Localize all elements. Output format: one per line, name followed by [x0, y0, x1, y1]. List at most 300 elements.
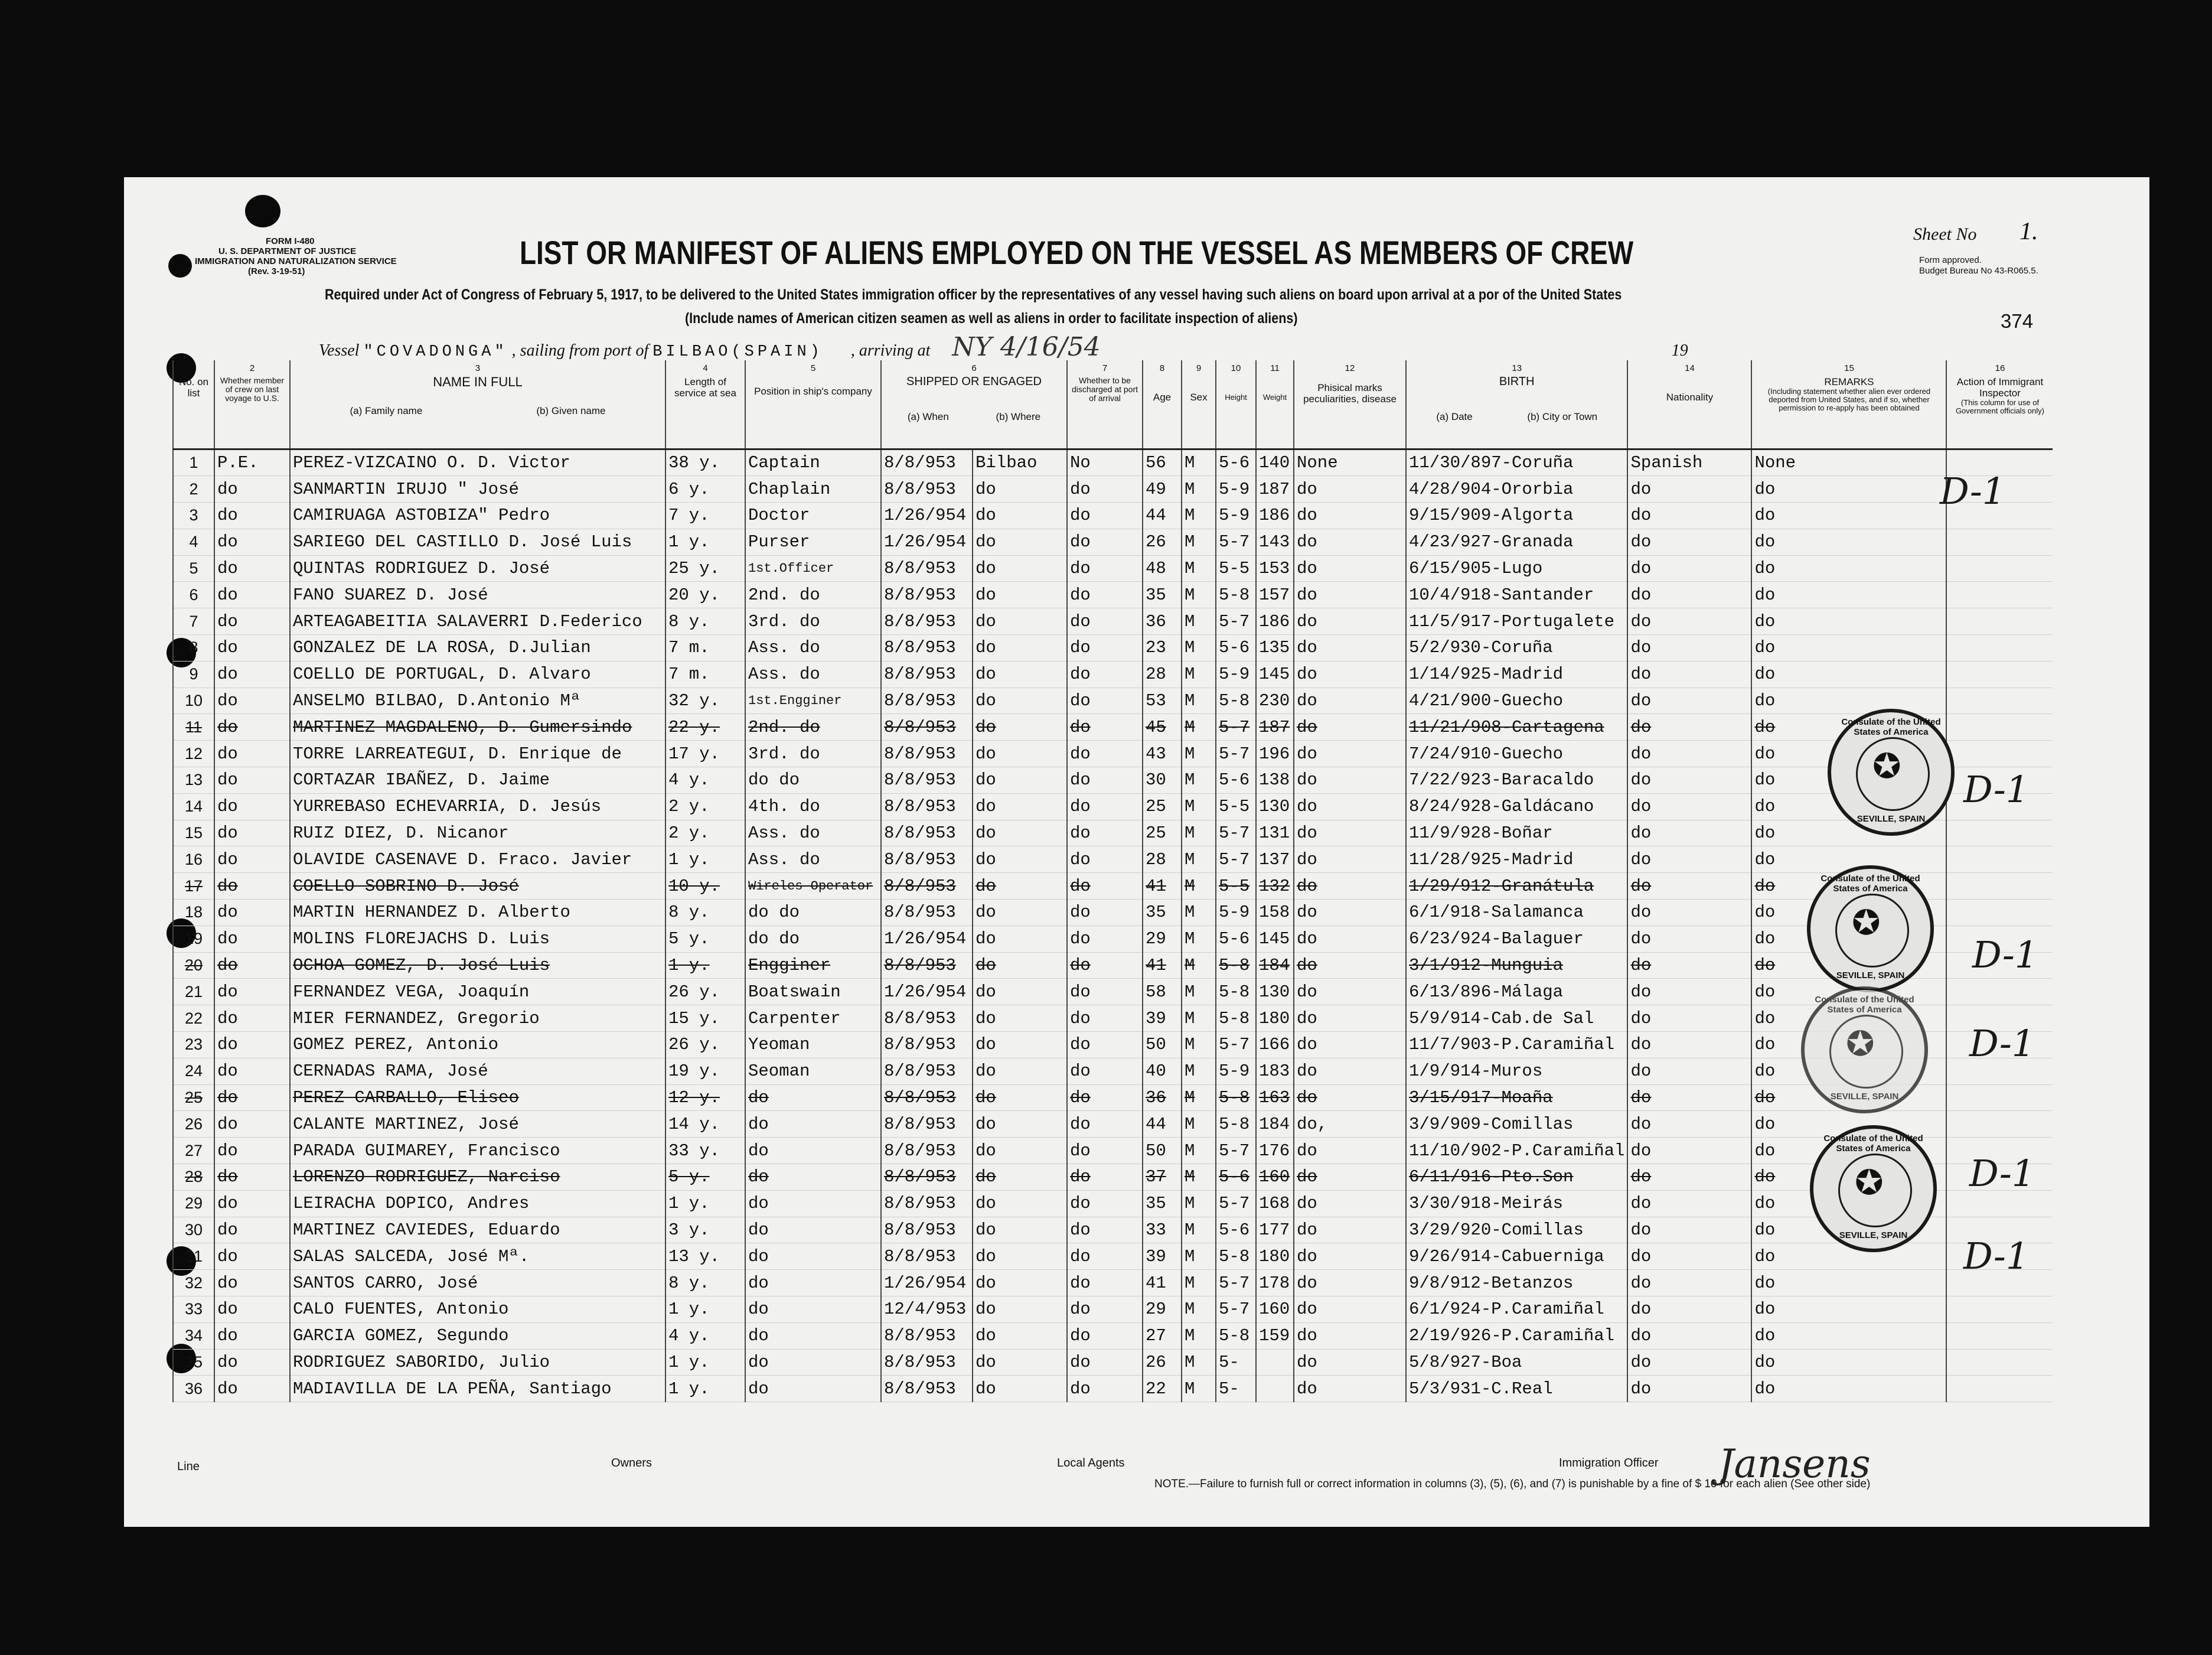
cell-birth: 4/23/927-Granada	[1406, 529, 1627, 555]
cell-height: 5-7	[1216, 846, 1256, 873]
sailing-label: , sailing from port of	[511, 341, 649, 360]
cell-disch: do	[1067, 846, 1143, 873]
cell-where: do	[973, 873, 1067, 900]
cell-weight: 186	[1256, 503, 1294, 529]
cell-age: 35	[1143, 582, 1182, 608]
cell-disch: No	[1067, 449, 1143, 476]
cell-age: 36	[1143, 1084, 1182, 1111]
cell-inspector-action	[1946, 900, 2053, 926]
cell-nat: Spanish	[1627, 449, 1751, 476]
cell-when: 1/26/954	[881, 529, 973, 555]
cell-where: do	[973, 1243, 1067, 1270]
birth-city-subheader: (b) City or Town	[1527, 411, 1598, 422]
cell-sex: M	[1182, 1084, 1216, 1111]
cell-service: 19 y.	[665, 1058, 745, 1084]
cell-remarks: do	[1751, 1190, 1946, 1217]
crew-row	[173, 767, 2053, 794]
cell-age: 30	[1143, 767, 1182, 794]
col-header-discharge: 7 Whether to be discharged at port of arrival	[1067, 360, 1143, 449]
cell-name: SANMARTIN IRUJO " José	[290, 476, 665, 503]
crew-row	[173, 582, 2053, 608]
cell-height: 5-6	[1216, 1217, 1256, 1243]
arriving-label: , arriving at	[850, 341, 931, 360]
cell-marks: do	[1294, 529, 1406, 555]
crew-row	[173, 900, 2053, 926]
cell-birth: 11/7/903-P.Caramiñal	[1406, 1032, 1627, 1058]
cell-remarks: do	[1751, 1005, 1946, 1032]
cell-marks: do	[1294, 688, 1406, 714]
cell-weight: 186	[1256, 608, 1294, 635]
cell-no: 33	[173, 1296, 214, 1323]
cell-remarks: do	[1751, 1217, 1946, 1243]
cell-weight: 166	[1256, 1032, 1294, 1058]
where-subheader: (b) Where	[996, 411, 1041, 422]
cell-weight: 163	[1256, 1084, 1294, 1111]
cell-height: 5-6	[1216, 449, 1256, 476]
cell-name: ARTEAGABEITIA SALAVERRI D.Federico	[290, 608, 665, 635]
cell-sex: M	[1182, 503, 1216, 529]
cell-age: 29	[1143, 926, 1182, 952]
cell-when: 8/8/953	[881, 1032, 973, 1058]
cell-age: 44	[1143, 1111, 1182, 1138]
cell-where: do	[973, 1058, 1067, 1084]
eagle-seal-icon: ✪	[1855, 1164, 1884, 1202]
cell-when: 8/8/953	[881, 952, 973, 979]
cell-weight: 177	[1256, 1217, 1294, 1243]
cell-nat: do	[1627, 1322, 1751, 1349]
cell-no: 27	[173, 1138, 214, 1164]
cell-remarks: do	[1751, 1164, 1946, 1191]
cell-when: 12/4/953	[881, 1296, 973, 1323]
cell-birth: 6/13/896-Málaga	[1406, 979, 1627, 1005]
consulate-stamp	[1810, 1125, 1937, 1252]
cell-when: 8/8/953	[881, 900, 973, 926]
cell-service: 12 y.	[665, 1084, 745, 1111]
col-header-height: 10 Height	[1216, 360, 1256, 449]
cell-marks: do	[1294, 503, 1406, 529]
cell-marks: do	[1294, 1217, 1406, 1243]
cell-height: 5-7	[1216, 529, 1256, 555]
cell-birth: 7/22/923-Baracaldo	[1406, 767, 1627, 794]
cell-service: 15 y.	[665, 1005, 745, 1032]
cell-no: 31	[173, 1243, 214, 1270]
cell-prev: do	[214, 714, 290, 741]
cell-remarks: do	[1751, 900, 1946, 926]
cell-service: 1 y.	[665, 1296, 745, 1323]
cell-service: 1 y.	[665, 529, 745, 555]
cell-where: do	[973, 1164, 1067, 1191]
cell-nat: do	[1627, 1296, 1751, 1323]
cell-birth: 3/30/918-Meirás	[1406, 1190, 1627, 1217]
cell-service: 4 y.	[665, 767, 745, 794]
cell-height: 5-7	[1216, 1270, 1256, 1296]
cell-nat: do	[1627, 1084, 1751, 1111]
crew-row	[173, 979, 2053, 1005]
cell-birth: 9/15/909-Algorta	[1406, 503, 1627, 529]
cell-remarks: do	[1751, 1243, 1946, 1270]
cell-position: do	[745, 1296, 881, 1323]
cell-nat: do	[1627, 1005, 1751, 1032]
cell-sex: M	[1182, 873, 1216, 900]
cell-disch: do	[1067, 1190, 1143, 1217]
cell-nat: do	[1627, 529, 1751, 555]
cell-remarks: do	[1751, 714, 1946, 741]
cell-nat: do	[1627, 820, 1751, 846]
cell-weight: 158	[1256, 900, 1294, 926]
cell-birth: 5/8/927-Boa	[1406, 1349, 1627, 1376]
cell-no: 28	[173, 1164, 214, 1191]
cell-where: do	[973, 529, 1067, 555]
service-name: IMMIGRATION AND NATURALIZATION SERVICE	[195, 256, 397, 266]
vessel-line	[319, 332, 1688, 362]
crew-row	[173, 1111, 2053, 1138]
cell-no: 12	[173, 741, 214, 767]
cell-age: 37	[1143, 1164, 1182, 1191]
cell-name: MIER FERNANDEZ, Gregorio	[290, 1005, 665, 1032]
cell-disch: do	[1067, 1349, 1143, 1376]
cell-weight: 230	[1256, 688, 1294, 714]
cell-marks: do,	[1294, 1111, 1406, 1138]
cell-when: 8/8/953	[881, 1138, 973, 1164]
cell-nat: do	[1627, 767, 1751, 794]
cell-inspector-action	[1946, 635, 2053, 662]
cell-where: do	[973, 1349, 1067, 1376]
cell-inspector-action	[1946, 661, 2053, 688]
cell-age: 25	[1143, 793, 1182, 820]
eagle-seal-icon: ✪	[1872, 747, 1901, 786]
stamp-text-bottom: SEVILLE, SPAIN	[1836, 970, 1905, 980]
vessel-name: "COVADONGA"	[363, 343, 508, 361]
cell-prev: do	[214, 1376, 290, 1402]
cell-service: 26 y.	[665, 979, 745, 1005]
cell-name: MADIAVILLA DE LA PEÑA, Santiago	[290, 1376, 665, 1402]
cell-sex: M	[1182, 661, 1216, 688]
cell-where: do	[973, 1376, 1067, 1402]
cell-inspector-action	[1946, 1322, 2053, 1349]
cell-disch: do	[1067, 1111, 1143, 1138]
cell-where: Bilbao	[973, 449, 1067, 476]
cell-age: 50	[1143, 1032, 1182, 1058]
cell-birth: 1/29/912-Granátula	[1406, 873, 1627, 900]
cell-birth: 11/21/908-Cartagena	[1406, 714, 1627, 741]
cell-nat: do	[1627, 555, 1751, 582]
cell-disch: do	[1067, 582, 1143, 608]
cell-remarks: do	[1751, 635, 1946, 662]
cell-service: 2 y.	[665, 820, 745, 846]
cell-name: PARADA GUIMAREY, Francisco	[290, 1138, 665, 1164]
cell-height: 5-8	[1216, 1243, 1256, 1270]
crew-row	[173, 926, 2053, 952]
cell-remarks: do	[1751, 846, 1946, 873]
cell-no: 1	[173, 449, 214, 476]
cell-where: do	[973, 820, 1067, 846]
cell-marks: do	[1294, 582, 1406, 608]
cell-inspector-action	[1946, 688, 2053, 714]
col-header-service: 4 Length of service at sea	[665, 360, 745, 449]
cell-birth: 11/10/902-P.Caramiñal	[1406, 1138, 1627, 1164]
cell-age: 41	[1143, 952, 1182, 979]
cell-remarks: do	[1751, 1349, 1946, 1376]
cell-nat: do	[1627, 873, 1751, 900]
cell-weight: 187	[1256, 476, 1294, 503]
cell-weight: 160	[1256, 1164, 1294, 1191]
cell-nat: do	[1627, 1217, 1751, 1243]
cell-name: SANTOS CARRO, José	[290, 1270, 665, 1296]
cell-prev: do	[214, 1296, 290, 1323]
cell-height: 5-9	[1216, 661, 1256, 688]
cell-no: 22	[173, 1005, 214, 1032]
cell-sex: M	[1182, 714, 1216, 741]
cell-where: do	[973, 503, 1067, 529]
cell-marks: do	[1294, 1084, 1406, 1111]
cell-service: 1 y.	[665, 1376, 745, 1402]
cell-disch: do	[1067, 1322, 1143, 1349]
cell-when: 8/8/953	[881, 1190, 973, 1217]
cell-name: FANO SUAREZ D. José	[290, 582, 665, 608]
cell-name: COELLO SOBRINO D. José	[290, 873, 665, 900]
cell-service: 22 y.	[665, 714, 745, 741]
cell-height: 5-7	[1216, 820, 1256, 846]
cell-disch: do	[1067, 741, 1143, 767]
cell-disch: do	[1067, 1217, 1143, 1243]
given-name-subheader: (b) Given name	[536, 405, 606, 416]
cell-remarks: do	[1751, 741, 1946, 767]
crew-row	[173, 714, 2053, 741]
cell-name: GONZALEZ DE LA ROSA, D.Julian	[290, 635, 665, 662]
cell-marks: do	[1294, 1296, 1406, 1323]
cell-remarks: do	[1751, 1138, 1946, 1164]
cell-age: 58	[1143, 979, 1182, 1005]
cell-sex: M	[1182, 1190, 1216, 1217]
cell-when: 1/26/954	[881, 503, 973, 529]
cell-height: 5-5	[1216, 873, 1256, 900]
cell-birth: 11/28/925-Madrid	[1406, 846, 1627, 873]
cell-disch: do	[1067, 688, 1143, 714]
cell-where: do	[973, 714, 1067, 741]
cell-weight: 131	[1256, 820, 1294, 846]
cell-name: CALO FUENTES, Antonio	[290, 1296, 665, 1323]
footer-line-label: Line	[177, 1460, 200, 1473]
cell-marks: do	[1294, 1349, 1406, 1376]
cell-no: 5	[173, 555, 214, 582]
eagle-seal-icon: ✪	[1852, 904, 1881, 942]
consulate-stamp	[1801, 986, 1928, 1113]
cell-prev: do	[214, 555, 290, 582]
stamp-text-top: Consulate of the United States of America	[1841, 717, 1941, 737]
cell-where: do	[973, 1270, 1067, 1296]
cell-prev: do	[214, 1111, 290, 1138]
cell-service: 26 y.	[665, 1032, 745, 1058]
cell-birth: 1/14/925-Madrid	[1406, 661, 1627, 688]
cell-birth: 1/9/914-Muros	[1406, 1058, 1627, 1084]
page-title: LIST OR MANIFEST OF ALIENS EMPLOYED ON THE VESSEL AS MEMBERS OF CREW	[520, 234, 1634, 271]
cell-birth: 6/11/916-Pto.Son	[1406, 1164, 1627, 1191]
cell-inspector-action	[1946, 979, 2053, 1005]
cell-service: 20 y.	[665, 582, 745, 608]
cell-remarks: do	[1751, 1376, 1946, 1402]
cell-name: LORENZO RODRIGUEZ, Narciso	[290, 1164, 665, 1191]
when-subheader: (a) When	[907, 411, 949, 422]
col-header-remarks: 15 REMARKS (Including statement whether alien ever ordered deported from United States, and if so, whether permission to re-apply has been obtained	[1751, 360, 1946, 449]
cell-nat: do	[1627, 900, 1751, 926]
cell-no: 25	[173, 1084, 214, 1111]
cell-sex: M	[1182, 1296, 1216, 1323]
cell-remarks: do	[1751, 1032, 1946, 1058]
cell-prev: do	[214, 688, 290, 714]
cell-nat: do	[1627, 1032, 1751, 1058]
cell-name: PEREZ CARBALLO, Eliseo	[290, 1084, 665, 1111]
cell-disch: do	[1067, 1005, 1143, 1032]
cell-height: 5-9	[1216, 503, 1256, 529]
cell-age: 35	[1143, 1190, 1182, 1217]
cell-marks: do	[1294, 714, 1406, 741]
inspector-mark: D-1	[1972, 933, 2038, 976]
cell-position: do	[745, 1376, 881, 1402]
cell-no: 18	[173, 900, 214, 926]
budget-bureau-text: Budget Bureau No 43-R065.5.	[1919, 266, 2038, 276]
cell-remarks: do	[1751, 1270, 1946, 1296]
cell-prev: do	[214, 661, 290, 688]
cell-prev: do	[214, 1058, 290, 1084]
cell-birth: 3/29/920-Comillas	[1406, 1217, 1627, 1243]
cell-birth: 11/5/917-Portugalete	[1406, 608, 1627, 635]
cell-weight: 145	[1256, 926, 1294, 952]
cell-sex: M	[1182, 555, 1216, 582]
crew-row	[173, 635, 2053, 662]
cell-name: CALANTE MARTINEZ, José	[290, 1111, 665, 1138]
cell-sex: M	[1182, 1164, 1216, 1191]
cell-where: do	[973, 900, 1067, 926]
crew-row	[173, 846, 2053, 873]
cell-prev: do	[214, 767, 290, 794]
cell-prev: do	[214, 608, 290, 635]
cell-name: CORTAZAR IBAÑEZ, D. Jaime	[290, 767, 665, 794]
cell-nat: do	[1627, 1164, 1751, 1191]
cell-height: 5-5	[1216, 555, 1256, 582]
cell-position: Seoman	[745, 1058, 881, 1084]
footer-agents-label: Local Agents	[1057, 1457, 1125, 1470]
cell-prev: do	[214, 582, 290, 608]
cell-sex: M	[1182, 688, 1216, 714]
cell-sex: M	[1182, 1376, 1216, 1402]
cell-birth: 3/1/912-Munguia	[1406, 952, 1627, 979]
footer-owners-label: Owners	[611, 1457, 652, 1470]
cell-position: Engginer	[745, 952, 881, 979]
cell-name: GARCIA GOMEZ, Segundo	[290, 1322, 665, 1349]
cell-where: do	[973, 555, 1067, 582]
cell-name: CERNADAS RAMA, José	[290, 1058, 665, 1084]
cell-age: 28	[1143, 846, 1182, 873]
cell-service: 1 y.	[665, 1349, 745, 1376]
cell-height: 5-6	[1216, 635, 1256, 662]
cell-remarks: do	[1751, 1322, 1946, 1349]
cell-name: MARTINEZ CAVIEDES, Eduardo	[290, 1217, 665, 1243]
cell-sex: M	[1182, 820, 1216, 846]
cell-when: 1/26/954	[881, 926, 973, 952]
col-header-marks: 12 Phisical marks peculiarities, disease	[1294, 360, 1406, 449]
cell-when: 8/8/953	[881, 661, 973, 688]
cell-height: 5-9	[1216, 476, 1256, 503]
cell-sex: M	[1182, 608, 1216, 635]
cell-height: 5-7	[1216, 1138, 1256, 1164]
cell-prev: do	[214, 1217, 290, 1243]
crew-row	[173, 1296, 2053, 1323]
cell-inspector-action	[1946, 1376, 2053, 1402]
cell-name: FERNANDEZ VEGA, Joaquín	[290, 979, 665, 1005]
cell-birth: 5/9/914-Cab.de Sal	[1406, 1005, 1627, 1032]
header-row	[173, 360, 2053, 449]
crew-row	[173, 1376, 2053, 1402]
cell-marks: do	[1294, 1005, 1406, 1032]
cell-weight	[1256, 1349, 1294, 1376]
cell-position: do	[745, 1322, 881, 1349]
inspector-mark: D-1	[1969, 1152, 2035, 1195]
cell-when: 8/8/953	[881, 741, 973, 767]
cell-sex: M	[1182, 979, 1216, 1005]
cell-where: do	[973, 1111, 1067, 1138]
cell-height: 5-6	[1216, 926, 1256, 952]
cell-where: do	[973, 846, 1067, 873]
crew-row	[173, 476, 2053, 503]
cell-no: 15	[173, 820, 214, 846]
cell-service: 6 y.	[665, 476, 745, 503]
cell-height: 5-	[1216, 1349, 1256, 1376]
cell-when: 8/8/953	[881, 1111, 973, 1138]
cell-when: 8/8/953	[881, 582, 973, 608]
cell-position: Ass. do	[745, 846, 881, 873]
cell-position: 1st.Officer	[745, 555, 881, 582]
cell-remarks: do	[1751, 1296, 1946, 1323]
cell-service: 14 y.	[665, 1111, 745, 1138]
cell-position: do do	[745, 767, 881, 794]
cell-no: 20	[173, 952, 214, 979]
cell-inspector-action	[1946, 1349, 2053, 1376]
cell-sex: M	[1182, 1058, 1216, 1084]
cell-marks: do	[1294, 952, 1406, 979]
cell-disch: do	[1067, 714, 1143, 741]
cell-inspector-action	[1946, 555, 2053, 582]
cell-age: 39	[1143, 1243, 1182, 1270]
cell-birth: 8/24/928-Galdácano	[1406, 793, 1627, 820]
cell-inspector-action	[1946, 873, 2053, 900]
cell-prev: do	[214, 476, 290, 503]
cell-service: 1 y.	[665, 1190, 745, 1217]
crew-row	[173, 1164, 2053, 1191]
cell-position: Yeoman	[745, 1032, 881, 1058]
cell-sex: M	[1182, 793, 1216, 820]
cell-marks: do	[1294, 900, 1406, 926]
cell-height: 5-7	[1216, 741, 1256, 767]
cell-remarks: do	[1751, 793, 1946, 820]
cell-service: 13 y.	[665, 1243, 745, 1270]
cell-service: 17 y.	[665, 741, 745, 767]
cell-height: 5-9	[1216, 900, 1256, 926]
cell-disch: do	[1067, 1032, 1143, 1058]
cell-birth: 3/15/917-Moaña	[1406, 1084, 1627, 1111]
col-header-prev-voyage: 2 Whether member of crew on last voyage to U.S.	[214, 360, 290, 449]
cell-sex: M	[1182, 1138, 1216, 1164]
form-revision: (Rev. 3-19-51)	[248, 266, 305, 276]
cell-position: Wireles Operator	[745, 873, 881, 900]
cell-position: 3rd. do	[745, 741, 881, 767]
cell-when: 8/8/953	[881, 476, 973, 503]
cell-prev: do	[214, 1005, 290, 1032]
cell-service: 2 y.	[665, 793, 745, 820]
stamp-text-bottom: SEVILLE, SPAIN	[1830, 1092, 1899, 1102]
cell-no: 6	[173, 582, 214, 608]
cell-marks: do	[1294, 1058, 1406, 1084]
cell-name: OLAVIDE CASENAVE D. Fraco. Javier	[290, 846, 665, 873]
